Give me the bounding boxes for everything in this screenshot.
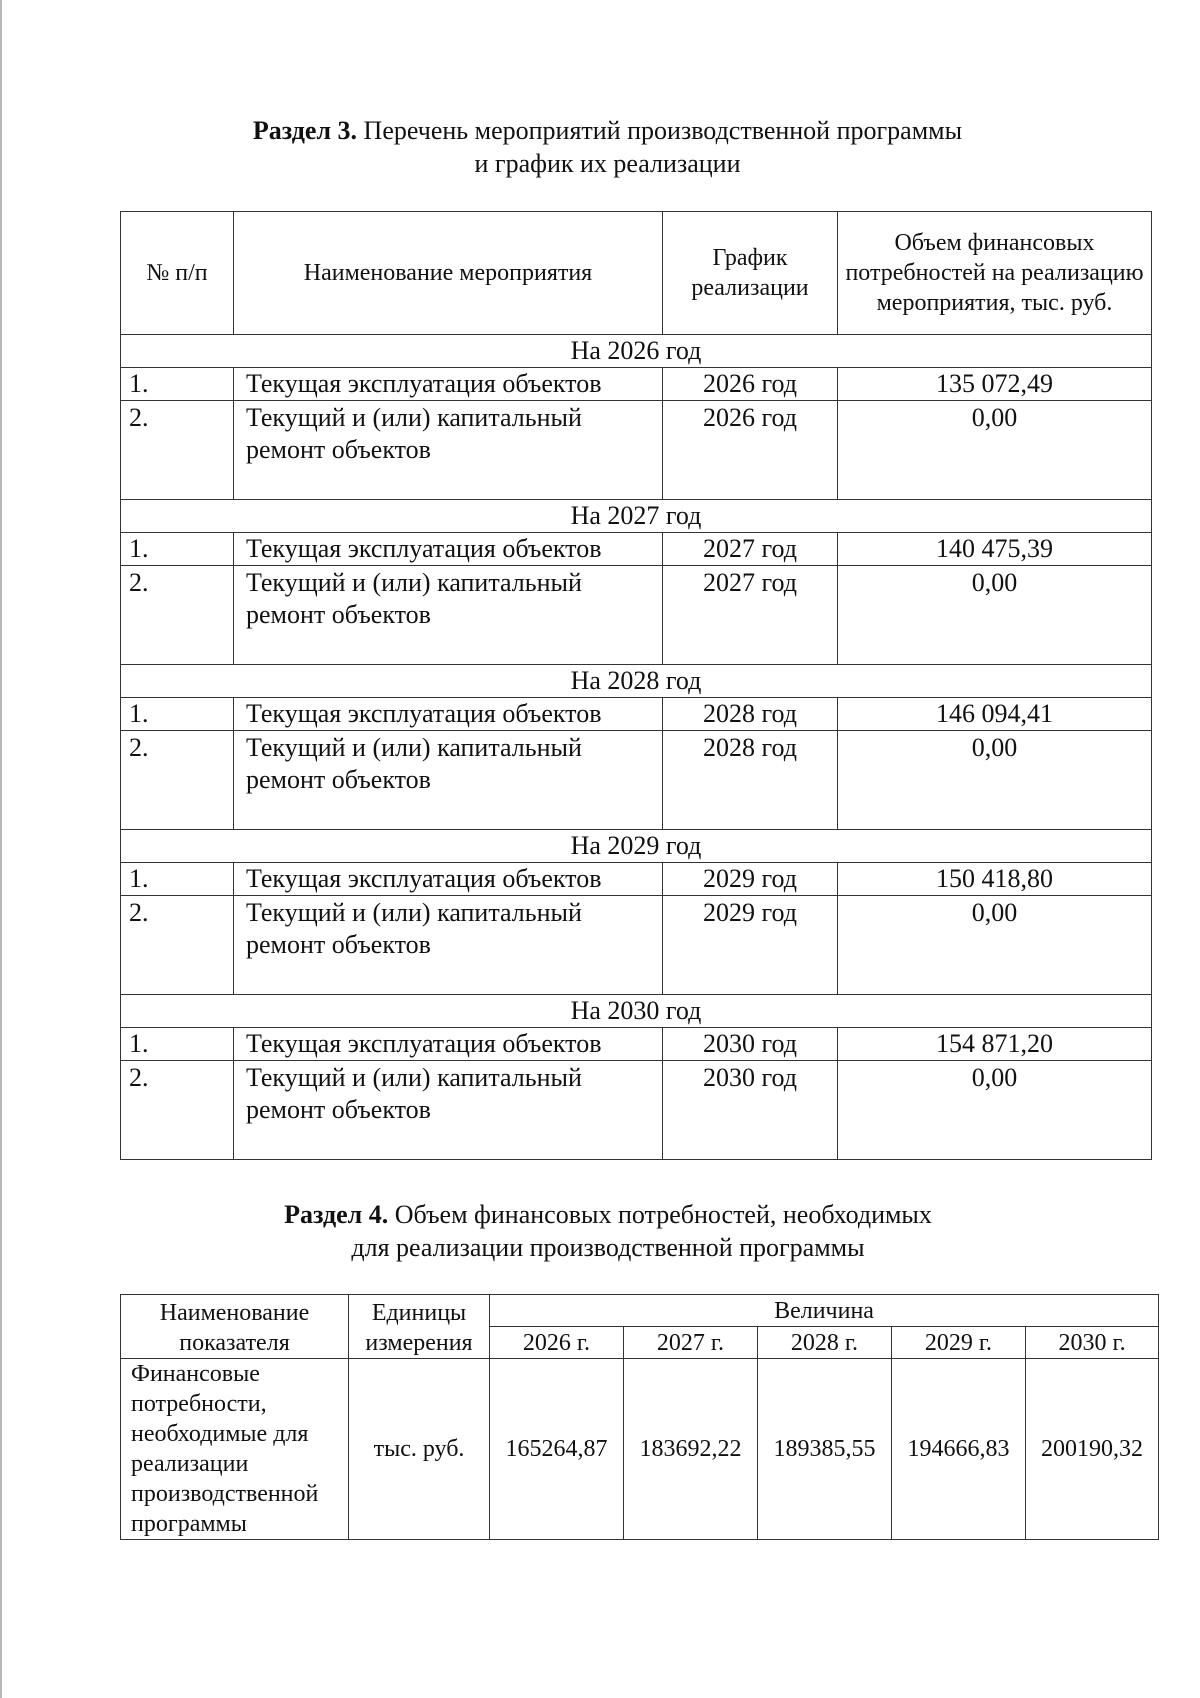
header-indicator: Наименование показателя [121,1295,349,1359]
funding-amount: 150 418,80 [838,863,1152,896]
value-2030: 200190,32 [1026,1359,1159,1540]
schedule-value: 2029 год [663,863,838,896]
header-schedule: График реализации [663,212,838,335]
header-year-2027: 2027 г. [624,1327,758,1359]
value-2027: 183692,22 [624,1359,758,1540]
table-row [121,896,1152,995]
activity-name: Текущий и (или) капитальный ремонт объектов [234,896,663,995]
activity-name: Текущая эксплуатация объектов [234,698,663,731]
header-funding-amount: Объем финансовых потребностей на реализацию мероприятия, тыс. руб. [838,212,1152,335]
header-units: Единицы измерения [349,1295,490,1359]
header-year-2029: 2029 г. [892,1327,1026,1359]
funding-amount: 0,00 [838,401,1152,500]
row-number: 1. [121,1028,234,1061]
row-number: 1. [121,368,234,401]
activity-name: Текущий и (или) капитальный ремонт объектов [234,1061,663,1160]
year-group-label: На 2029 год [121,830,1152,863]
funding-table-row [121,1359,1159,1540]
year-group-row [121,500,1152,533]
section-3-label: Раздел 3. [252,116,358,145]
value-2028: 189385,55 [758,1359,892,1540]
header-value: Величина [490,1295,1159,1327]
table-row [121,401,1152,500]
funding-table [120,1294,1159,1540]
year-group-label: На 2026 год [121,335,1152,368]
schedule-value: 2028 год [663,731,838,830]
schedule-value: 2026 год [663,401,838,500]
activity-name: Текущая эксплуатация объектов [234,863,663,896]
schedule-value: 2028 год [663,698,838,731]
funding-amount: 0,00 [838,731,1152,830]
funding-amount: 154 871,20 [838,1028,1152,1061]
row-number: 1. [121,698,234,731]
section-4-heading [0,1198,1200,1264]
funding-amount: 140 475,39 [838,533,1152,566]
row-number: 2. [121,731,234,830]
table-row [121,1028,1152,1061]
activities-table [120,211,1152,1160]
header-number: № п/п [121,212,234,335]
year-group-label: На 2028 год [121,665,1152,698]
row-number: 2. [121,896,234,995]
table-row [121,698,1152,731]
schedule-value: 2030 год [663,1028,838,1061]
schedule-value: 2027 год [663,533,838,566]
page-left-edge [0,0,2,1698]
table-row [121,368,1152,401]
funding-amount: 135 072,49 [838,368,1152,401]
table-row [121,566,1152,665]
section-4-label: Раздел 4. [284,1200,389,1229]
row-number: 2. [121,1061,234,1160]
activity-name: Текущий и (или) капитальный ремонт объектов [234,566,663,665]
indicator-name: Финансовые потребности, необходимые для реализации производственной программы [121,1359,349,1540]
year-group-label: На 2030 год [121,995,1152,1028]
value-2029: 194666,83 [892,1359,1026,1540]
schedule-value: 2026 год [663,368,838,401]
year-group-row [121,995,1152,1028]
table-row [121,731,1152,830]
header-activity-name: Наименование мероприятия [234,212,663,335]
year-group-row [121,665,1152,698]
activity-name: Текущая эксплуатация объектов [234,1028,663,1061]
section-4-title-part2: для реализации производственной программы [351,1233,865,1262]
table-row [121,863,1152,896]
section-3-heading [0,114,1200,180]
section-4-title-part1: Объем финансовых потребностей, необходимых [388,1200,932,1229]
schedule-value: 2029 год [663,896,838,995]
activities-table-header [121,212,1152,335]
funding-amount: 0,00 [838,1061,1152,1160]
section-3-heading-line1 [15,114,1200,147]
table-row [121,1061,1152,1160]
row-number: 2. [121,566,234,665]
section-3-title-part2: и график их реализации [474,149,741,178]
table-row [121,533,1152,566]
activity-name: Текущая эксплуатация объектов [234,533,663,566]
row-number: 2. [121,401,234,500]
schedule-value: 2027 год [663,566,838,665]
funding-table-header-row-1 [121,1295,1159,1327]
activity-name: Текущий и (или) капитальный ремонт объектов [234,731,663,830]
section-3-title-part1: Перечень мероприятий производственной программы [357,116,963,145]
funding-amount: 0,00 [838,566,1152,665]
funding-amount: 146 094,41 [838,698,1152,731]
funding-amount: 0,00 [838,896,1152,995]
row-number: 1. [121,863,234,896]
year-group-row [121,830,1152,863]
header-year-2030: 2030 г. [1026,1327,1159,1359]
activity-name: Текущая эксплуатация объектов [234,368,663,401]
header-year-2028: 2028 г. [758,1327,892,1359]
year-group-label: На 2027 год [121,500,1152,533]
schedule-value: 2030 год [663,1061,838,1160]
header-year-2026: 2026 г. [490,1327,624,1359]
year-group-row [121,335,1152,368]
row-number: 1. [121,533,234,566]
value-2026: 165264,87 [490,1359,624,1540]
indicator-units: тыс. руб. [349,1359,490,1540]
activity-name: Текущий и (или) капитальный ремонт объектов [234,401,663,500]
section-4-heading-line1 [16,1198,1200,1231]
